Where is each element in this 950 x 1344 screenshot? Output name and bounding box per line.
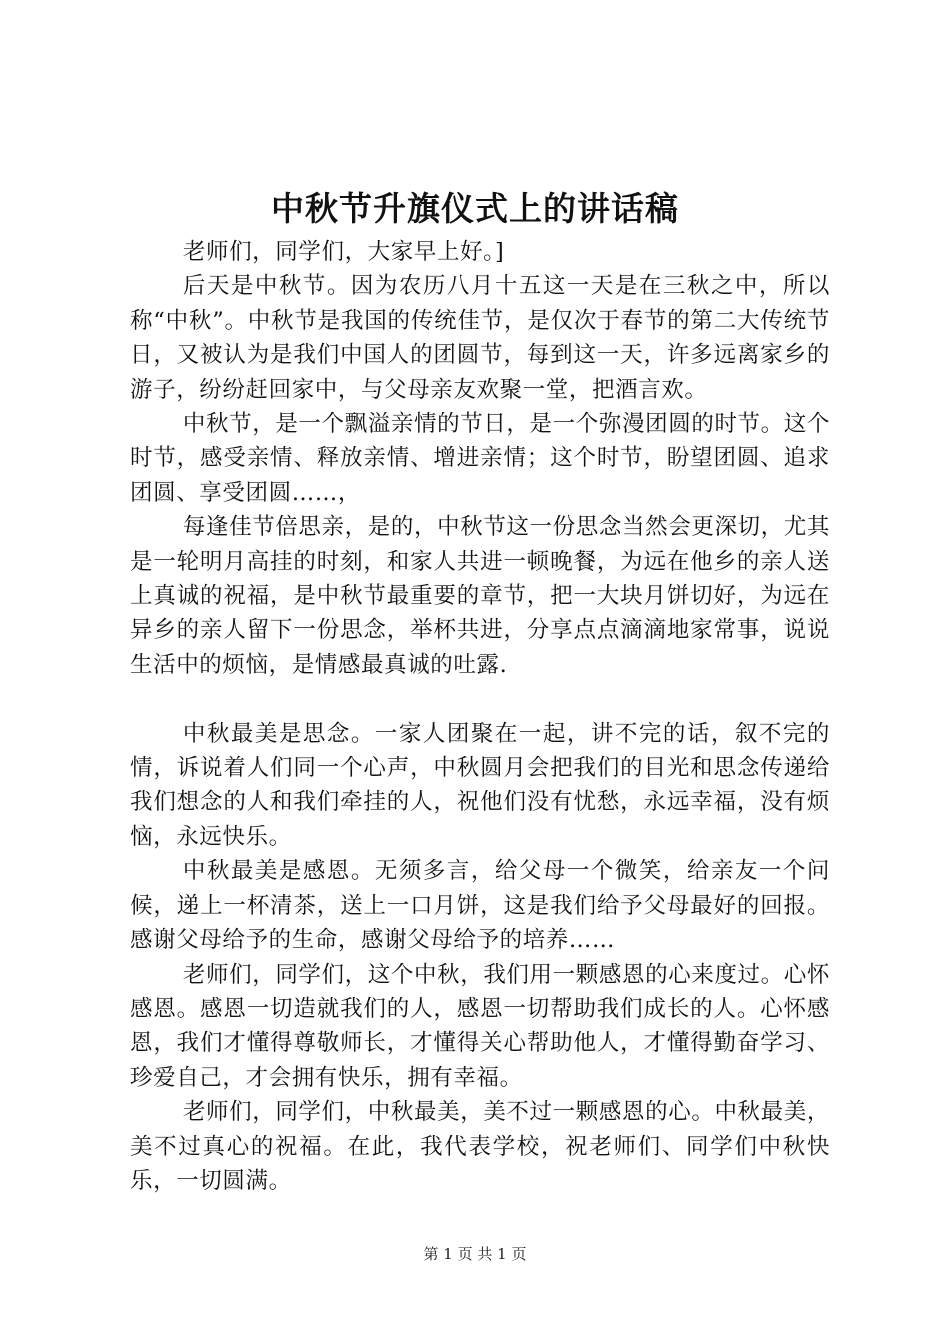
paragraph-intro: 后天是中秋节。因为农历八月十五这一天是在三秋之中，所以称“中秋”。中秋节是我国的传统佳节，是仅次于春节的第二大传统节日，又被认为是我们中国人的团圆节，每到这一天，许多远离家乡的游子，纷纷赶回家中，与父母亲友欢聚一堂，把酒言欢。	[130, 273, 830, 403]
paragraph-missing-home: 每逢佳节倍思亲，是的，中秋节这一份思念当然会更深切，尤其是一轮明月高挂的时刻，和家人共进一顿晚餐，为远在他乡的亲人送上真诚的祝福，是中秋节最重要的章节，把一大块月饼切好，为远在异乡的亲人留下一份思念，举杯共进，分享点点滴滴地家常事，说说生活中的烦恼，是情感最真诚的吐露.	[130, 514, 830, 678]
paragraph-longing: 中秋最美是思念。一家人团聚在一起，讲不完的话，叙不完的情，诉说着人们同一个心声，中秋圆月会把我们的目光和思念传递给我们想念的人和我们牵挂的人，祝他们没有忧愁，永远幸福，没有烦恼，永远快乐。	[130, 720, 830, 850]
paragraph-gratitude: 中秋最美是感恩。无须多言，给父母一个微笑，给亲友一个问候，递上一杯清茶，送上一口月饼，这是我们给予父母最好的回报。感谢父母给予的生命，感谢父母给予的培养……	[130, 858, 830, 954]
paragraph-greeting: 老师们，同学们，大家早上好。]	[182, 239, 505, 265]
paragraph-grateful-heart: 老师们，同学们，这个中秋，我们用一颗感恩的心来度过。心怀感恩。感恩一切造就我们的人，感恩一切帮助我们成长的人。心怀感恩，我们才懂得尊敬师长，才懂得关心帮助他人，才懂得勤奋学习、珍爱自己，才会拥有快乐，拥有幸福。	[130, 961, 830, 1091]
document-title: 中秋节升旗仪式上的讲话稿	[271, 189, 679, 228]
paragraph-closing: 老师们，同学们，中秋最美，美不过一颗感恩的心。中秋最美，美不过真心的祝福。在此，我代表学校，祝老师们、同学们中秋快乐，一切圆满。	[130, 1099, 830, 1194]
page-number: 第 1 页 共 1 页	[423, 1245, 527, 1263]
paragraph-family: 中秋节，是一个飘溢亲情的节日，是一个弥漫团圆的时节。这个时节，感受亲情、释放亲情、增进亲情；这个时节，盼望团圆、追求团圆、享受团圆……，	[130, 411, 830, 506]
document-body	[130, 235, 830, 1198]
